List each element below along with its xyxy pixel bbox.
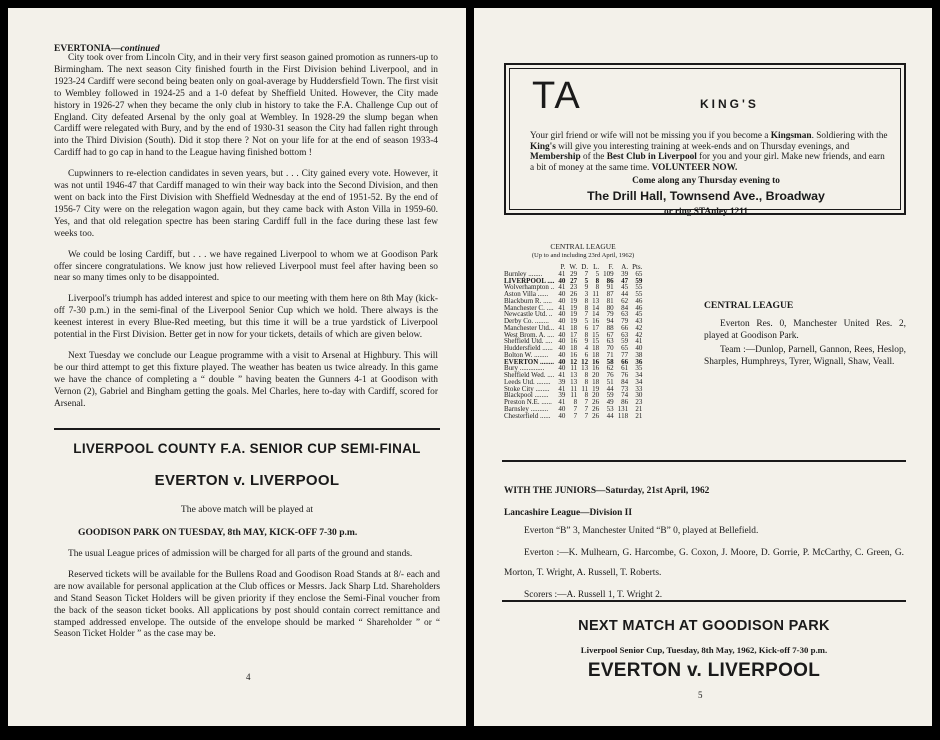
stat-cell: 41 xyxy=(558,269,566,278)
article-paragraph: City took over from Lincoln City, and in their very first season gained promotion as runners-up to Birmingham. The next season City finished fourth in the First Division behind Liverpool, and in 1923-24 Cardiff were second being beaten only on goal-average by Huddersfield Town. The first visit to Wembley followed in 1924-25 and a 1-0 defeat by Sheffield United. However, the City made history in 1926-27 when they became the only club in history to take the F.A. Challenge Cup out of England. City defeated Arsenal by the only goal at Wembley. In 1928-29 the slump began when Cardiff were relegated with Bury, and by the end of 1930-31 season the City had fallen right through into the Third Division (South). Did it stop there ? Not on your life for at the end of season 1933-4 Cardiff had to go cap in hand to the League having finished bottom ! xyxy=(54,53,438,159)
stat-cell: 87 xyxy=(606,290,614,298)
stat-cell: 8 xyxy=(595,276,600,285)
stat-cell: 18 xyxy=(570,344,578,352)
stat-cell: 9 xyxy=(584,337,589,346)
advert-phone: or ring STAnley 1211 xyxy=(663,207,749,217)
stat-cell: 26 xyxy=(592,411,600,420)
stat-cell: 40 xyxy=(558,350,566,359)
team-name-cell: West Brom. A. .... xyxy=(504,330,555,339)
stat-cell: 42 xyxy=(635,323,643,332)
stat-cell: 39 xyxy=(558,391,566,400)
stat-cell: 29 xyxy=(570,269,578,278)
stat-cell: 20 xyxy=(592,371,600,379)
stat-cell: 40 xyxy=(558,310,566,319)
team-name-cell: Leeds Utd. ........ xyxy=(504,377,551,386)
stat-cell: 27 xyxy=(570,276,578,285)
stat-cell: 7 xyxy=(584,411,589,420)
stat-cell: 81 xyxy=(606,296,614,305)
stat-cell: 63 xyxy=(621,310,629,319)
stat-cell: 8 xyxy=(573,398,578,406)
page-number: 5 xyxy=(698,690,703,700)
team-name-cell: Manchester C. .... xyxy=(504,303,554,312)
team-name-cell: Huddersfield ...... xyxy=(504,344,553,352)
stat-cell: 11 xyxy=(570,384,578,393)
stat-cell: 41 xyxy=(635,337,643,346)
stat-cell: 44 xyxy=(606,384,614,393)
stat-cell: 66 xyxy=(621,323,629,332)
stat-cell: 18 xyxy=(570,323,578,332)
stat-cell: 8 xyxy=(584,303,589,312)
central-league-heading: CENTRAL LEAGUE xyxy=(704,300,794,311)
section-divider xyxy=(502,460,906,462)
stat-cell: 7 xyxy=(584,269,589,278)
stat-cell: 18 xyxy=(592,350,600,359)
next-match-title: NEXT MATCH AT GOODISON PARK xyxy=(578,618,830,634)
stat-cell: 41 xyxy=(558,384,566,393)
stat-cell: 14 xyxy=(592,310,600,319)
stat-cell: 79 xyxy=(621,317,629,325)
stat-cell: 40 xyxy=(558,317,566,325)
continued-heading: EVERTONIA—continued xyxy=(54,44,160,54)
stat-cell: 26 xyxy=(592,398,600,406)
stat-cell: 4 xyxy=(584,344,589,352)
stat-cell: 44 xyxy=(606,411,614,420)
stat-cell: 13 xyxy=(570,377,578,386)
stat-cell: 63 xyxy=(621,330,629,339)
next-match-detail: Liverpool Senior Cup, Tuesday, 8th May, 1962, Kick-off 7-30 p.m. xyxy=(580,645,828,655)
stat-cell: 12 xyxy=(570,357,578,366)
league-table-title: CENTRAL LEAGUE xyxy=(550,242,616,251)
stat-cell: 59 xyxy=(606,391,614,400)
stat-cell: 11 xyxy=(581,384,589,393)
stat-cell: 26 xyxy=(570,290,578,298)
stat-cell: 39 xyxy=(621,269,629,278)
article-body xyxy=(54,53,438,410)
stat-cell: 40 xyxy=(558,344,566,352)
stat-cell: 20 xyxy=(592,391,600,400)
stat-cell: 43 xyxy=(635,317,643,325)
stat-cell: 65 xyxy=(621,344,629,352)
stat-cell: 62 xyxy=(621,296,629,305)
stat-cell: 40 xyxy=(558,337,566,346)
juniors-league: Lancashire League—Division II xyxy=(504,508,632,518)
header-cell: D. xyxy=(581,263,589,271)
stat-cell: 19 xyxy=(570,296,578,305)
stat-cell: 59 xyxy=(621,337,629,346)
stat-cell: 21 xyxy=(635,404,643,413)
stat-cell: 7 xyxy=(584,404,589,413)
stat-cell: 8 xyxy=(584,377,589,386)
stat-cell: 51 xyxy=(606,377,614,386)
stat-cell: 8 xyxy=(584,330,589,339)
stat-cell: 86 xyxy=(621,398,629,406)
left-page xyxy=(8,8,466,726)
stat-cell: 40 xyxy=(558,330,566,339)
stat-cell: 17 xyxy=(570,330,578,339)
stat-cell: 7 xyxy=(584,310,589,319)
team-name-cell: Burnley ........ xyxy=(504,269,543,278)
stat-cell: 35 xyxy=(635,364,643,373)
cup-title: LIVERPOOL COUNTY F.A. SENIOR CUP SEMI-FINAL xyxy=(73,441,421,456)
stat-cell: 62 xyxy=(606,364,614,373)
stat-cell: 16 xyxy=(592,357,600,366)
stat-cell: 46 xyxy=(635,303,643,312)
team-name-cell: Blackpool ........ xyxy=(504,391,549,400)
team-name-cell: Sheffield Wed. .... xyxy=(504,371,555,379)
stat-cell: 55 xyxy=(635,283,643,292)
stat-cell: 8 xyxy=(584,371,589,379)
book-spine xyxy=(466,0,474,740)
stat-cell: 19 xyxy=(570,310,578,319)
stat-cell: 6 xyxy=(584,350,589,359)
stat-cell: 58 xyxy=(606,357,614,366)
stat-cell: 23 xyxy=(635,398,643,406)
article-paragraph: Liverpool's triumph has added interest and spice to our meeting with them here on 8th May (kick-off 7-30 p.m.) in the semi-final of the Liverpool Senior Cup which we hold. There always is the keenest interest in every Blue-Red meeting, but this time it will be a true yardstick of Liverpool potential in the First Division. Better get in now for your tickets, details of which are given below. xyxy=(54,294,438,341)
stat-cell: 67 xyxy=(606,330,614,339)
stat-cell: 61 xyxy=(621,364,629,373)
team-name-cell: Blackburn R. ..... xyxy=(504,296,552,305)
team-name-cell: Manchester Utd... xyxy=(504,323,555,332)
stat-cell: 40 xyxy=(558,357,566,366)
advert-drill-hall: The Drill Hall, Townsend Ave., Broadway xyxy=(587,189,825,203)
ticket-paragraph: The usual League prices of admission will be charged for all parts of the ground and stands. xyxy=(68,549,413,559)
central-result-text: Everton Res. 0, Manchester United Res. 2, played at Goodison Park. xyxy=(704,319,906,342)
ticket-info xyxy=(54,549,440,641)
header-cell: Pts. xyxy=(632,263,643,271)
juniors-heading: WITH THE JUNIORS—Saturday, 21st April, 1962 xyxy=(504,486,710,496)
advert-body: Your girl friend or wife will not be missing you if you become a Kingsman. Soldiering with the King's will give you interesting training at week-ends and on Thursday evenings, and Membership of the Best Club in Liverpool for you and your girl. Make new friends, and earn a bit of money at the same time. VOLUNTEER NOW. xyxy=(530,131,888,173)
stat-cell: 86 xyxy=(606,276,614,285)
stat-cell: 8 xyxy=(584,296,589,305)
stat-cell: 55 xyxy=(635,290,643,298)
stat-cell: 18 xyxy=(592,377,600,386)
stat-cell: 74 xyxy=(621,391,629,400)
page-number: 4 xyxy=(246,672,251,682)
stat-cell: 76 xyxy=(621,371,629,379)
central-league-result xyxy=(704,318,906,369)
stat-cell: 11 xyxy=(570,364,578,373)
stat-cell: 71 xyxy=(606,350,614,359)
juniors-result: Everton “B” 3, Manchester United “B” 0, played at Bellefield. xyxy=(524,526,759,536)
header-cell: W. xyxy=(569,263,578,271)
right-page xyxy=(474,8,932,726)
team-name-cell: Sheffield Utd. .... xyxy=(504,337,553,346)
stat-cell: 7 xyxy=(573,404,578,413)
stat-cell: 41 xyxy=(558,323,566,332)
section-divider xyxy=(502,600,906,602)
team-name-cell: Chesterfield ...... xyxy=(504,411,551,420)
stat-cell: 15 xyxy=(592,330,600,339)
header-cell: F. xyxy=(608,263,614,271)
team-name-cell: Aston Villa ...... xyxy=(504,290,549,298)
stat-cell: 65 xyxy=(635,269,643,278)
stat-cell: 91 xyxy=(606,283,614,292)
stat-cell: 8 xyxy=(584,391,589,400)
stat-cell: 131 xyxy=(617,404,629,413)
league-table-subtitle: (Up to and including 23rd April, 1962) xyxy=(531,252,635,259)
stat-cell: 40 xyxy=(558,296,566,305)
stat-cell: 49 xyxy=(606,398,614,406)
article-paragraph: We could be losing Cardiff, but . . . we have regained Liverpool to whom we at Goodison Park offer sincere congratulations. We know just how relieved Liverpool must feel after having been so near so many times only to be disappointed. xyxy=(54,249,438,284)
stat-cell: 70 xyxy=(606,344,614,352)
stat-cell: 19 xyxy=(592,384,600,393)
stat-cell: 16 xyxy=(592,364,600,373)
stat-cell: 41 xyxy=(558,303,566,312)
stat-cell: 59 xyxy=(635,276,643,285)
stat-cell: 13 xyxy=(570,371,578,379)
juniors-report xyxy=(504,525,904,601)
stat-cell: 118 xyxy=(617,411,629,420)
article-paragraph: Next Tuesday we conclude our League programme with a visit to Arsenal at Highbury. This will be our third attempt to get this fixture played. The weather has beaten us twice already. In this game we have the chance of completing a “ double ” having beaten the Gunners 4-1 at Goodison with Vernon (2), Gabriel and Bingham getting the goals. Mel Charles, here to-day with Cardiff, scored for Arsenal. xyxy=(54,350,438,409)
stat-cell: 47 xyxy=(621,276,629,285)
stat-cell: 41 xyxy=(558,283,566,292)
stat-cell: 11 xyxy=(592,290,600,298)
stat-cell: 84 xyxy=(621,377,629,386)
stat-cell: 40 xyxy=(558,411,566,420)
advert-inner-border xyxy=(509,68,901,217)
stat-cell: 13 xyxy=(581,364,589,373)
stat-cell: 41 xyxy=(558,398,566,406)
stat-cell: 7 xyxy=(584,398,589,406)
stat-cell: 79 xyxy=(606,310,614,319)
stat-cell: 16 xyxy=(570,350,578,359)
stat-cell: 11 xyxy=(570,391,578,400)
cup-match: EVERTON v. LIVERPOOL xyxy=(154,472,340,489)
stat-cell: 76 xyxy=(606,371,614,379)
stat-cell: 17 xyxy=(592,323,600,332)
article-paragraph: Cupwinners to re-election candidates in seven years, but . . . City gained every vote. However, it was not until 1946-47 that Cardiff managed to win their way back into the Second Division, and then went on back into the First Division with Sheffield Wednesday at the end of 1951-52. By the end of 1956-7 City were on the relegation wagon again, but they came back with Aston Villa in 1959-60. Yes, and that old relegation spectre has been staring Cardiff full in the face during these last few weeks too. xyxy=(54,169,438,239)
stat-cell: 42 xyxy=(635,330,643,339)
stat-cell: 18 xyxy=(592,344,600,352)
stat-cell: 6 xyxy=(584,323,589,332)
stat-cell: 5 xyxy=(595,269,600,278)
stat-cell: 40 xyxy=(558,290,566,298)
stat-cell: 40 xyxy=(558,404,566,413)
team-name-cell: Bury .............. xyxy=(504,364,545,373)
stat-cell: 7 xyxy=(573,411,578,420)
stat-cell: 33 xyxy=(635,384,643,393)
venue-line: GOODISON PARK ON TUESDAY, 8th MAY, KICK-OFF 7-30 p.m. xyxy=(78,527,358,538)
stat-cell: 9 xyxy=(584,283,589,292)
stat-cell: 13 xyxy=(592,296,600,305)
stat-cell: 77 xyxy=(621,350,629,359)
stat-cell: 34 xyxy=(635,371,643,379)
stat-cell: 73 xyxy=(621,384,629,393)
team-name-cell: Newcastle Utd. .. xyxy=(504,310,553,319)
stat-cell: 8 xyxy=(595,283,600,292)
stat-cell: 44 xyxy=(621,290,629,298)
ticket-paragraph: Reserved tickets will be available for the Bullens Road and Goodison Road Stands at 8/- each and are now available for personal application at the Club offices or Messrs. Jack Sharp Ltd. Shareholders and Stand Season Ticket Holders will be given priority if they enclose the Semi-Final voucher from the back of the season ticket books. All applications by post should contain correct remittance and stamped addressed envelope. The outside of the envelope should be marked “ Shareholder ” or “ Season Ticket Holder ” as the case may be. xyxy=(54,569,440,640)
league-table xyxy=(504,264,642,419)
stat-cell: 26 xyxy=(592,404,600,413)
stat-cell: 45 xyxy=(635,310,643,319)
team-name-cell: Stoke City ........ xyxy=(504,384,550,393)
stat-cell: 84 xyxy=(621,303,629,312)
stat-cell: 14 xyxy=(592,303,600,312)
stat-cell: 39 xyxy=(558,377,566,386)
section-divider xyxy=(54,428,440,430)
stat-cell: 19 xyxy=(570,317,578,325)
stat-cell: 40 xyxy=(635,344,643,352)
team-name-cell: Preston N.E. ...... xyxy=(504,398,552,406)
stat-cell: 40 xyxy=(558,276,566,285)
header-cell: A. xyxy=(621,263,629,271)
team-name-cell: LIVERPOOL .... xyxy=(504,276,555,285)
stat-cell: 34 xyxy=(635,377,643,386)
advert-come-along: Come along any Thursday evening to xyxy=(632,176,780,186)
table-row xyxy=(504,413,642,420)
stat-cell: 19 xyxy=(570,303,578,312)
header-cell: L. xyxy=(593,263,600,271)
stat-cell: 41 xyxy=(558,371,566,379)
stat-cell: 40 xyxy=(558,364,566,373)
stat-cell: 94 xyxy=(606,317,614,325)
stat-cell: 63 xyxy=(606,337,614,346)
stat-cell: 21 xyxy=(635,411,643,420)
stat-cell: 66 xyxy=(621,357,629,366)
stat-cell: 46 xyxy=(635,296,643,305)
stat-cell: 80 xyxy=(606,303,614,312)
stat-cell: 36 xyxy=(635,357,643,366)
team-name-cell: EVERTON ........ xyxy=(504,357,554,366)
header-cell: P. xyxy=(560,263,566,271)
team-name-cell: Bolton W. ........ xyxy=(504,350,549,359)
played-at: The above match will be played at xyxy=(180,504,314,515)
stat-cell: 5 xyxy=(584,276,589,285)
stat-cell: 16 xyxy=(570,337,578,346)
team-name-cell: Barnsley .......... xyxy=(504,404,549,413)
stat-cell: 16 xyxy=(592,317,600,325)
kings-title: KING'S xyxy=(700,97,759,111)
stat-cell: 30 xyxy=(635,391,643,400)
league-table-grid xyxy=(504,264,642,419)
kings-advert xyxy=(504,63,906,215)
stat-cell: 12 xyxy=(581,357,589,366)
stat-cell: 15 xyxy=(592,337,600,346)
ta-logo: TA xyxy=(532,75,582,117)
juniors-scorers: Scorers :—A. Russell 1, T. Wright 2. xyxy=(524,589,663,600)
stat-cell: 45 xyxy=(621,283,629,292)
stat-cell: 23 xyxy=(570,283,578,292)
stat-cell: 53 xyxy=(606,404,614,413)
stat-cell: 5 xyxy=(584,317,589,325)
team-name-cell: Derby Co. ........ xyxy=(504,317,549,325)
juniors-team: Everton :—K. Mulhearn, G. Harcombe, G. Coxon, J. Moore, D. Gorrie, P. McCarthy, C. Green, G. Morton, T. Wright, A. Russell, T. Roberts. xyxy=(504,547,904,578)
stat-cell: 3 xyxy=(584,290,589,298)
next-match-fixture: EVERTON v. LIVERPOOL xyxy=(587,660,821,681)
stat-cell: 88 xyxy=(606,323,614,332)
stat-cell: 109 xyxy=(603,269,614,278)
team-name-cell: Wolverhampton .. xyxy=(504,283,555,292)
central-result-team: Team :—Dunlop, Parnell, Gannon, Rees, Heslop, Sharples, Humphreys, Tyrer, Wignall, Shaw, Veall. xyxy=(704,344,906,368)
stat-cell: 38 xyxy=(635,350,643,359)
